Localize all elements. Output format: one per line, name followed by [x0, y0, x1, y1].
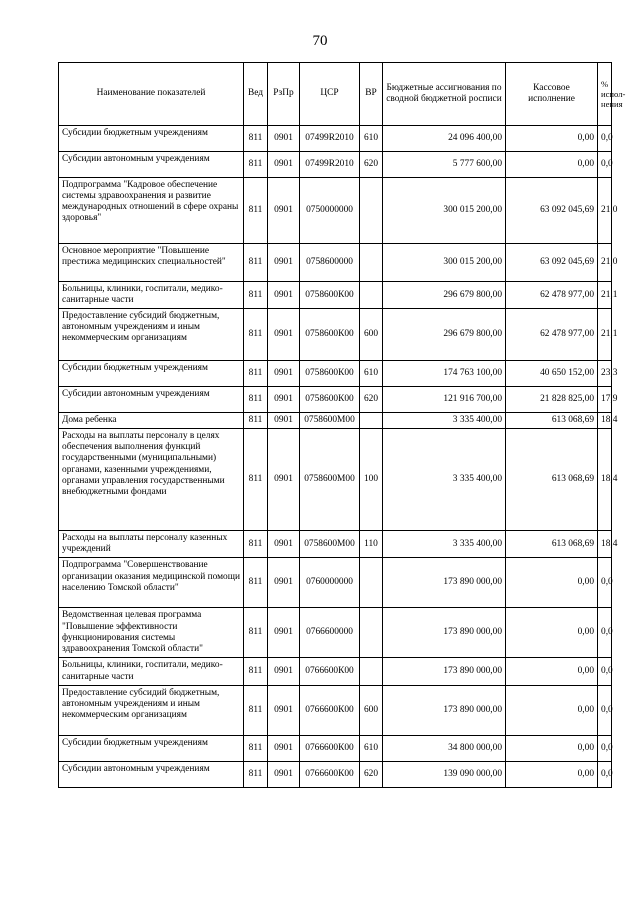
row-budget: 121 916 700,00 — [383, 387, 506, 413]
row-ved: 811 — [244, 558, 268, 608]
row-csr: 07499R2010 — [300, 126, 360, 152]
row-cash: 0,00 — [506, 761, 598, 787]
row-csr: 0758600К00 — [300, 282, 360, 309]
row-pct: 21,1 — [598, 282, 612, 309]
table-body — [59, 126, 618, 788]
row-name: Предоставление субсидий бюджетным, автономным учреждениям и иным некоммерческим организациям — [59, 309, 244, 361]
row-rzpr: 0901 — [268, 413, 300, 429]
row-cash: 40 650 152,00 — [506, 361, 598, 387]
row-csr: 0766600К00 — [300, 761, 360, 787]
row-vr: 610 — [360, 735, 383, 761]
row-vr — [360, 282, 383, 309]
row-budget: 300 015 200,00 — [383, 178, 506, 244]
row-vr — [360, 244, 383, 282]
table-row — [59, 558, 612, 608]
row-budget: 3 335 400,00 — [383, 531, 506, 558]
page-number: 70 — [312, 33, 328, 49]
row-csr: 0766600000 — [300, 608, 360, 658]
row-ved: 811 — [244, 309, 268, 361]
row-budget: 296 679 800,00 — [383, 282, 506, 309]
row-budget: 3 335 400,00 — [383, 429, 506, 531]
row-budget: 173 890 000,00 — [383, 658, 506, 685]
row-rzpr: 0901 — [268, 387, 300, 413]
row-name: Субсидии бюджетным учреждениям — [59, 735, 244, 761]
row-pct: 23,3 — [598, 361, 612, 387]
row-name: Субсидии бюджетным учреждениям — [59, 126, 244, 152]
row-rzpr: 0901 — [268, 658, 300, 685]
row-vr: 110 — [360, 531, 383, 558]
row-cash: 63 092 045,69 — [506, 244, 598, 282]
row-vr: 610 — [360, 126, 383, 152]
row-name: Субсидии бюджетным учреждениям — [59, 361, 244, 387]
row-name: Расходы на выплаты персоналу в целях обеспечения выполнения функций государственными (муниципальными) органами, казенными учреждениями, органами управления государственными внебюджетными фондами — [59, 429, 244, 531]
row-rzpr: 0901 — [268, 152, 300, 178]
row-ved: 811 — [244, 531, 268, 558]
row-name: Субсидии автономным учреждениям — [59, 152, 244, 178]
row-vr — [360, 558, 383, 608]
row-pct: 0,0 — [598, 658, 612, 685]
row-pct: 0,0 — [598, 761, 612, 787]
table-row — [59, 152, 612, 178]
row-ved: 811 — [244, 429, 268, 531]
row-pct: 0,0 — [598, 126, 612, 152]
header-rzpr: РзПр — [268, 63, 300, 126]
row-vr: 100 — [360, 429, 383, 531]
table-row — [59, 658, 612, 685]
table-row — [59, 761, 612, 787]
row-vr — [360, 608, 383, 658]
row-ved: 811 — [244, 282, 268, 309]
row-pct: 18,4 — [598, 531, 612, 558]
table-row — [59, 387, 612, 413]
row-csr: 0750000000 — [300, 178, 360, 244]
row-vr: 620 — [360, 152, 383, 178]
row-csr: 0758600М00 — [300, 413, 360, 429]
row-ved: 811 — [244, 387, 268, 413]
row-ved: 811 — [244, 244, 268, 282]
row-ved: 811 — [244, 178, 268, 244]
row-pct: 0,0 — [598, 735, 612, 761]
row-ved: 811 — [244, 413, 268, 429]
row-vr — [360, 413, 383, 429]
row-budget: 34 800 000,00 — [383, 735, 506, 761]
row-cash: 0,00 — [506, 152, 598, 178]
row-csr: 0758600К00 — [300, 309, 360, 361]
row-name: Субсидии автономным учреждениям — [59, 761, 244, 787]
row-budget: 3 335 400,00 — [383, 413, 506, 429]
row-cash: 0,00 — [506, 608, 598, 658]
row-vr — [360, 658, 383, 685]
row-name: Больницы, клиники, госпитали, медико-санитарные части — [59, 658, 244, 685]
row-csr: 0766600К00 — [300, 685, 360, 735]
header-name: Наименование показателей — [59, 63, 244, 126]
row-pct: 21,0 — [598, 178, 612, 244]
row-cash: 0,00 — [506, 126, 598, 152]
row-cash: 0,00 — [506, 685, 598, 735]
row-budget: 173 890 000,00 — [383, 608, 506, 658]
table-row — [59, 608, 612, 658]
row-budget: 300 015 200,00 — [383, 244, 506, 282]
row-csr: 0760000000 — [300, 558, 360, 608]
row-rzpr: 0901 — [268, 685, 300, 735]
row-name: Больницы, клиники, госпитали, медико-санитарные части — [59, 282, 244, 309]
row-ved: 811 — [244, 608, 268, 658]
header-cash: Кассовое исполнение — [506, 63, 598, 126]
row-cash: 613 068,69 — [506, 429, 598, 531]
row-vr: 620 — [360, 761, 383, 787]
row-csr: 0758600М00 — [300, 531, 360, 558]
row-csr: 0758600000 — [300, 244, 360, 282]
row-cash: 21 828 825,00 — [506, 387, 598, 413]
row-cash: 63 092 045,69 — [506, 178, 598, 244]
table-header-row — [59, 63, 612, 126]
table-row — [59, 685, 612, 735]
row-pct: 0,0 — [598, 685, 612, 735]
row-rzpr: 0901 — [268, 531, 300, 558]
row-cash: 613 068,69 — [506, 531, 598, 558]
row-name: Предоставление субсидий бюджетным, автономным учреждениям и иным некоммерческим организациям — [59, 685, 244, 735]
row-budget: 173 890 000,00 — [383, 558, 506, 608]
row-vr: 620 — [360, 387, 383, 413]
row-budget: 296 679 800,00 — [383, 309, 506, 361]
table-row — [59, 413, 612, 429]
header-budget: Бюджетные ассигнования по сводной бюджетной росписи — [383, 63, 506, 126]
row-vr — [360, 178, 383, 244]
row-rzpr: 0901 — [268, 558, 300, 608]
row-cash: 0,00 — [506, 735, 598, 761]
row-budget: 174 763 100,00 — [383, 361, 506, 387]
row-ved: 811 — [244, 126, 268, 152]
row-rzpr: 0901 — [268, 282, 300, 309]
row-ved: 811 — [244, 685, 268, 735]
table-row — [59, 244, 612, 282]
header-csr: ЦСР — [300, 63, 360, 126]
row-pct: 17,9 — [598, 387, 612, 413]
row-ved: 811 — [244, 361, 268, 387]
row-name: Подпрограмма "Кадровое обеспечение системы здравоохранения и развитие международных отношений в сфере охраны здоровья" — [59, 178, 244, 244]
header-vr: ВР — [360, 63, 383, 126]
row-budget: 139 090 000,00 — [383, 761, 506, 787]
row-csr: 0758600М00 — [300, 429, 360, 531]
row-rzpr: 0901 — [268, 178, 300, 244]
row-cash: 0,00 — [506, 558, 598, 608]
row-ved: 811 — [244, 152, 268, 178]
table-row — [59, 178, 612, 244]
row-budget: 173 890 000,00 — [383, 685, 506, 735]
row-budget: 24 096 400,00 — [383, 126, 506, 152]
row-cash: 62 478 977,00 — [506, 309, 598, 361]
row-csr: 0766600К00 — [300, 658, 360, 685]
row-rzpr: 0901 — [268, 608, 300, 658]
row-rzpr: 0901 — [268, 361, 300, 387]
table-row — [59, 126, 612, 152]
row-rzpr: 0901 — [268, 761, 300, 787]
row-cash: 62 478 977,00 — [506, 282, 598, 309]
row-pct: 21,0 — [598, 244, 612, 282]
row-pct: 0,0 — [598, 608, 612, 658]
header-pct: % испол-нения — [598, 63, 612, 126]
row-vr: 600 — [360, 685, 383, 735]
row-pct: 21,1 — [598, 309, 612, 361]
row-name: Основное мероприятие "Повышение престижа медицинских специальностей" — [59, 244, 244, 282]
row-rzpr: 0901 — [268, 735, 300, 761]
row-rzpr: 0901 — [268, 126, 300, 152]
row-vr: 600 — [360, 309, 383, 361]
row-name: Расходы на выплаты персоналу казенных учреждений — [59, 531, 244, 558]
row-ved: 811 — [244, 761, 268, 787]
header-ved: Вед — [244, 63, 268, 126]
table-row — [59, 361, 612, 387]
row-ved: 811 — [244, 735, 268, 761]
table-row — [59, 429, 612, 531]
row-csr: 0758600К00 — [300, 387, 360, 413]
row-name: Дома ребенка — [59, 413, 244, 429]
row-vr: 610 — [360, 361, 383, 387]
row-name: Субсидии автономным учреждениям — [59, 387, 244, 413]
table-row — [59, 531, 612, 558]
row-rzpr: 0901 — [268, 244, 300, 282]
row-rzpr: 0901 — [268, 309, 300, 361]
row-name: Ведомственная целевая программа "Повышение эффективности функционирования системы здравоохранения Томской области" — [59, 608, 244, 658]
row-ved: 811 — [244, 658, 268, 685]
row-csr: 07499R2010 — [300, 152, 360, 178]
row-name: Подпрограмма "Совершенствование организации оказания медицинской помощи населению Томской области" — [59, 558, 244, 608]
row-csr: 0758600К00 — [300, 361, 360, 387]
row-pct: 18,4 — [598, 413, 612, 429]
row-pct: 0,0 — [598, 152, 612, 178]
row-cash: 613 068,69 — [506, 413, 598, 429]
table-row — [59, 309, 612, 361]
row-pct: 18,4 — [598, 429, 612, 531]
row-cash: 0,00 — [506, 658, 598, 685]
row-csr: 0766600К00 — [300, 735, 360, 761]
table-row — [59, 735, 612, 761]
row-rzpr: 0901 — [268, 429, 300, 531]
row-budget: 5 777 600,00 — [383, 152, 506, 178]
budget-table — [58, 62, 626, 788]
row-pct: 0,0 — [598, 558, 612, 608]
table-row — [59, 282, 612, 309]
